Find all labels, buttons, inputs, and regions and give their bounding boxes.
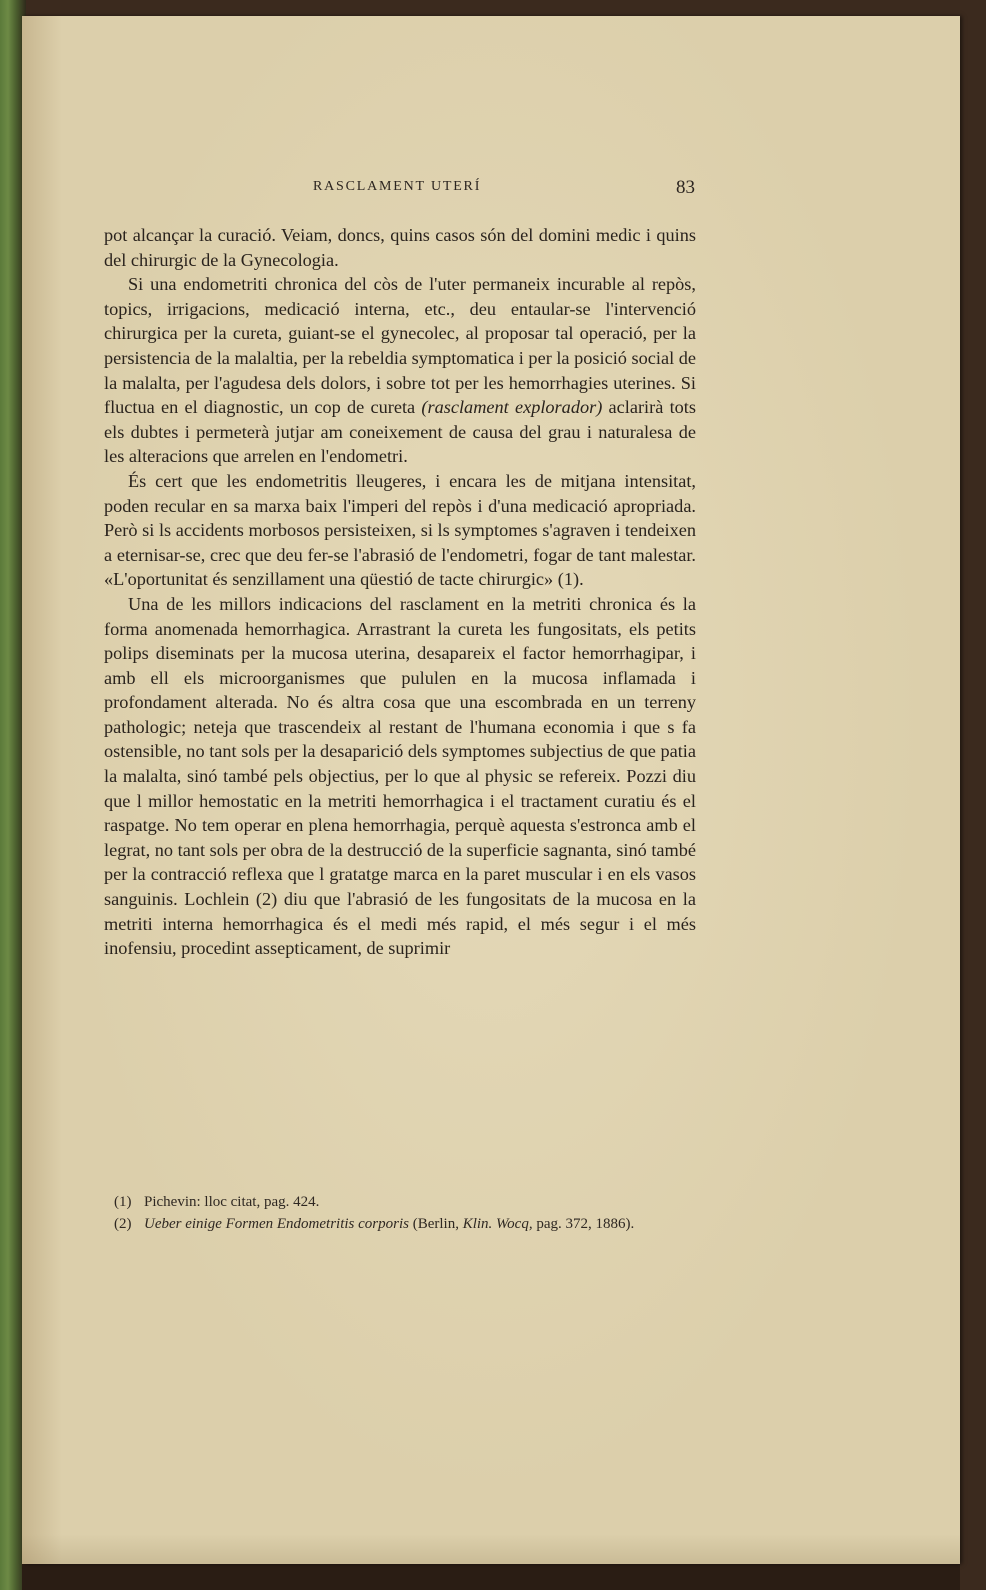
footnote-2-italic-title: Ueber einige Formen Endometritis corporis — [144, 1216, 409, 1232]
paragraph-1 — [104, 223, 696, 272]
paragraph-4 — [104, 592, 696, 961]
footnote-2-marker: (2) — [114, 1216, 132, 1232]
footnote-2 — [114, 1213, 698, 1235]
paragraph-2-text: Si una endometriti chronica del còs de l'uter permaneix incurable al repòs, topics, irrigacions, medicació interna, etc., deu entaular-se l'intervenció chirurgica per la cureta, guiant-se el gynecolec, al proposar tal operació, per la persistencia de la malaltia, per la rebeldia symptomatica i per la posició social de la malalta, per l'agudesa dels dolors, i sobre tot per les hemorrhagies uterines. Si fluctua en el diagnostic, un cop de cureta — [104, 274, 696, 418]
page-number: 83 — [676, 177, 695, 198]
paragraph-4-text: Una de les millors indicacions del rasclament en la metriti chronica és la forma anomenada hemorrhagica. Arrastrant la cureta les fungositats, els petits polips diseminats per la mucosa uterina, desapareix el factor hemorrhagipar, i amb ell els microorganismes que pululen en la mucosa inflamada i profondament alterada. No és altra cosa que una escombrada en un terreny pathologic; neteja que trascendeix al restant de l'humana economia i que s fa ostensible, no tant sols per la desaparició dels symptomes subjectius de que patia la malalta, sinó també pels objectius, per lo que al physic se refereix. Pozzi diu que l millor hemostatic en la metriti hemorrhagica i el tractament curatiu és el raspatge. No tem operar en plena hemorrhagia, perquè aquesta s'estronca amb el legrat, no tant sols per obra de la destrucció de la superficie sagnanta, sinó també per la contracció reflexa que l gratatge marca en la paret muscular i en els vasos sanguinis. Lochlein (2) diu que l'abrasió de les fungositats de la mucosa en la metriti interna hemorrhagica és el medi més rapid, el més segur i el més inofensiu, procedint assepticament, de suprimir — [104, 593, 696, 959]
paragraph-3-text: És cert que les endometritis lleugeres, i encara les de mitjana intensitat, poden recular en sa marxa baix l'imperi del repòs i d'una medicació apropriada. Però si ls accidents morbosos persisteixen, si ls symptomes s'agraven i tendeixen a eternisar-se, crec que deu fer-se l'abrasió de l'endometri, fogar de tant malestar. «L'oportunitat és senzillament una qüestió de tacte chirurgic» (1). — [104, 470, 696, 590]
paragraph-3 — [104, 469, 696, 592]
paragraph-2-italic: (rasclament explorador) — [421, 397, 603, 418]
paragraph-1-text: pot alcançar la curació. Veiam, doncs, quins casos són del domini medic i quins del chirurgic de la Gynecologia. — [104, 225, 696, 270]
footnote-2-text: (Berlin, — [408, 1216, 463, 1232]
footnote-1-marker: (1) — [114, 1194, 132, 1210]
footnote-1-text: Pichevin: lloc citat, pag. 424. — [144, 1194, 320, 1210]
footnote-1 — [114, 1191, 698, 1213]
paragraph-2 — [104, 272, 696, 469]
paragraph-2-text-after: aclarirà tots els dubtes i permeterà jutjar am coneixement de causa del grau i naturalesa de les alteracions que arrelen en l'endometri. — [104, 397, 696, 467]
scan-bottom-edge — [22, 1562, 960, 1590]
running-head: RASCLAMENT UTERÍ — [313, 179, 482, 194]
body-text — [104, 223, 696, 961]
footnote-2-text-end: pag. 372, 1886). — [532, 1216, 635, 1232]
page-header — [313, 177, 695, 201]
footnote-2-italic-journal: Klin. Wocq, — [462, 1216, 533, 1232]
footnotes — [114, 1191, 698, 1235]
